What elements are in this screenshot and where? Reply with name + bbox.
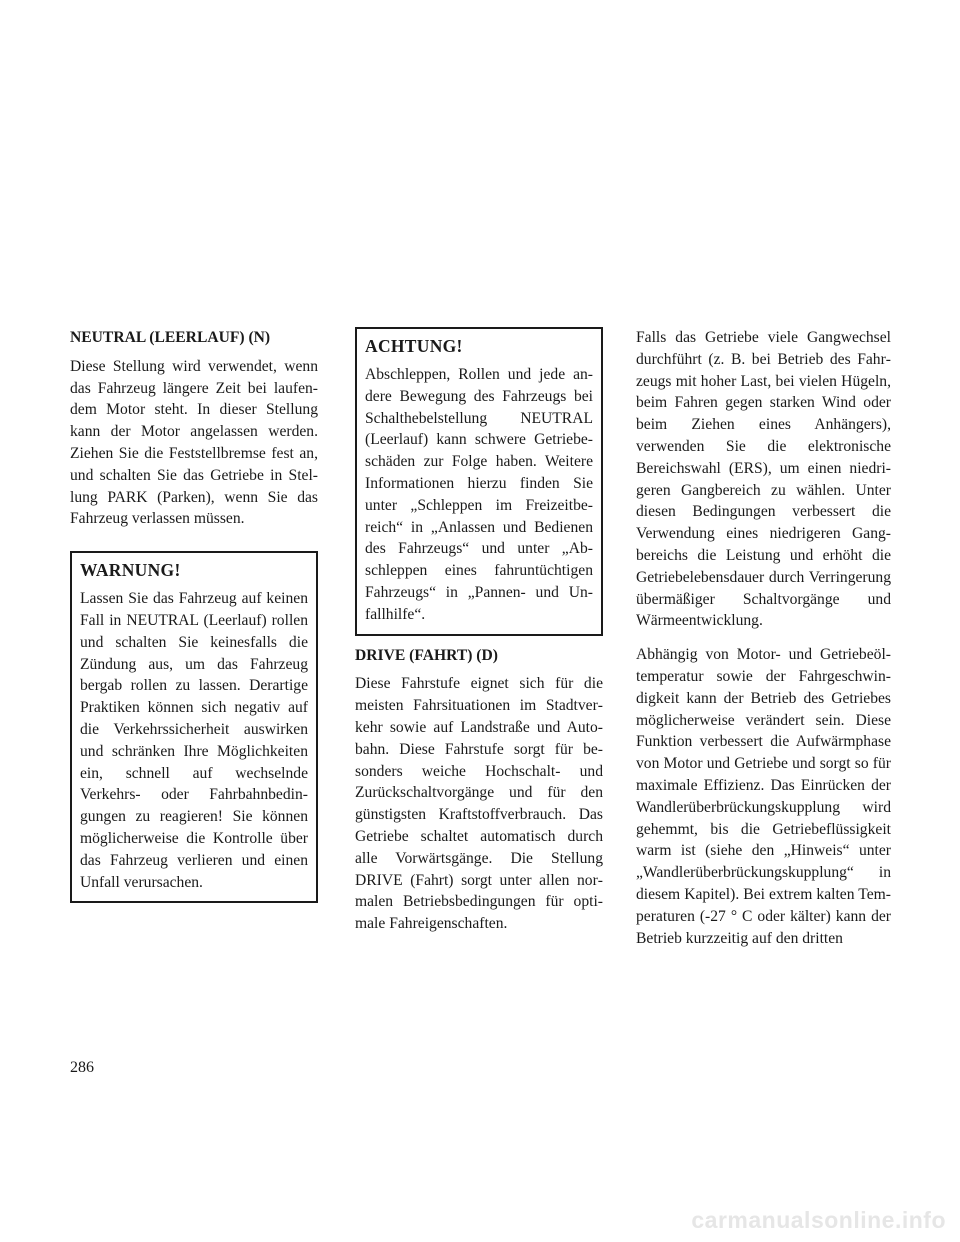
page-number: 286 xyxy=(70,1059,94,1076)
neutral-paragraph: Diese Stellung wird verwendet, wenn das Fahrzeug längere Zeit bei laufendem Motor steht. In dieser Stellung kann der Motor angelassen werden. Ziehen Sie die Feststellbremse fest an, und schalten Sie das Getriebe in Stellung PARK (Parken), wenn Sie das Fahrzeug verlassen müssen. xyxy=(70,357,318,528)
warning-box xyxy=(70,551,318,903)
caution-box xyxy=(355,327,603,636)
column-right xyxy=(636,327,891,949)
warning-text: Lassen Sie das Fahrzeug auf keinen Fall in NEUTRAL (Leerlauf) rollen und schalten Sie keinesfalls die Zündung aus, um das Fahrzeug bergab rollen zu lassen. Derartige Praktiken können sich negativ auf die Verkehrssicherheit auswirken und schränken Ihre Möglichkeiten ein, schnell auf wechselnde Verkehrs- oder Fahrbahnbedingungen zu reagieren! Sie können möglicherweise die Kontrolle über das Fahrzeug verlieren und einen Unfall verursachen. xyxy=(80,590,308,891)
section-heading-neutral: NEUTRAL (LEERLAUF) (N) xyxy=(70,329,271,346)
watermark: carmanualsonline.info xyxy=(691,1207,946,1233)
caution-text: Abschleppen, Rollen und jede andere Bewegung des Fahrzeugs bei Schalthebelstellung NEUTRAL (Leerlauf) kann schwere Getriebeschäden zur Folge haben. Weitere Informationen hierzu finden Sie unter „Schleppen im Freizeitbereich“ in „Anlassen und Bedienen des Fahrzeugs“ und unter „Abschleppen eines fahruntüchtigen Fahrzeugs“ in „Pannen- und Unfallhilfe“. xyxy=(365,366,593,623)
temperature-paragraph: Abhängig von Motor- und Getriebeöltemperatur sowie der Fahrgeschwindigkeit kann der Betrieb des Getriebes möglicherweise verändert sein. Diese Funktion verbessert die Aufwärmphase von Motor und Getriebe und sorgt so für maximale Effizienz. Das Einrücken der Wandlerüberbrückungskupplung wird gehemmt, bis die Getriebeflüssigkeit warm ist (siehe den „Hinweis“ unter „Wandlerüberbrückungskupplung“ in diesem Kapitel). Bei extrem kalten Temperaturen (-27 ° C oder kälter) kann der Betrieb kurzzeitig auf den dritten xyxy=(636,646,891,947)
caution-title: ACHTUNG! xyxy=(365,336,463,356)
column-left xyxy=(70,327,318,903)
section-heading-drive: DRIVE (FAHRT) (D) xyxy=(355,646,498,664)
warning-title: WARNUNG! xyxy=(80,560,181,581)
column-middle xyxy=(355,327,603,935)
gear-change-paragraph: Falls das Getriebe viele Gangwechsel durchführt (z. B. bei Betrieb des Fahrzeugs mit hoher Last, bei vielen Hügeln, beim Fahren gegen starken Wind oder beim Ziehen eines Anhängers), verwenden Sie die elektronische Bereichswahl (ERS), um einen niedrigeren Gangbereich zu wählen. Unter diesen Bedingungen verbessert die Verwendung eines niedrigeren Gangbereichs die Leistung und erhöht die Getriebelebensdauer durch Verringerung übermäßiger Schaltvorgänge und Wärmeentwicklung. xyxy=(636,329,891,630)
drive-paragraph: Diese Fahrstufe eignet sich für die meisten Fahrsituationen im Stadtverkehr sowie auf Landstraße und Autobahn. Diese Fahrstufe sorgt für besonders weiche Hochschalt- und Zurückschaltvorgänge und für den günstigsten Kraftstoffverbrauch. Das Getriebe schaltet automatisch durch alle Vorwärtsgänge. Die Stellung DRIVE (Fahrt) sorgt unter allen normalen Betriebsbedingungen für optimale Fahreigenschaften. xyxy=(355,675,603,933)
